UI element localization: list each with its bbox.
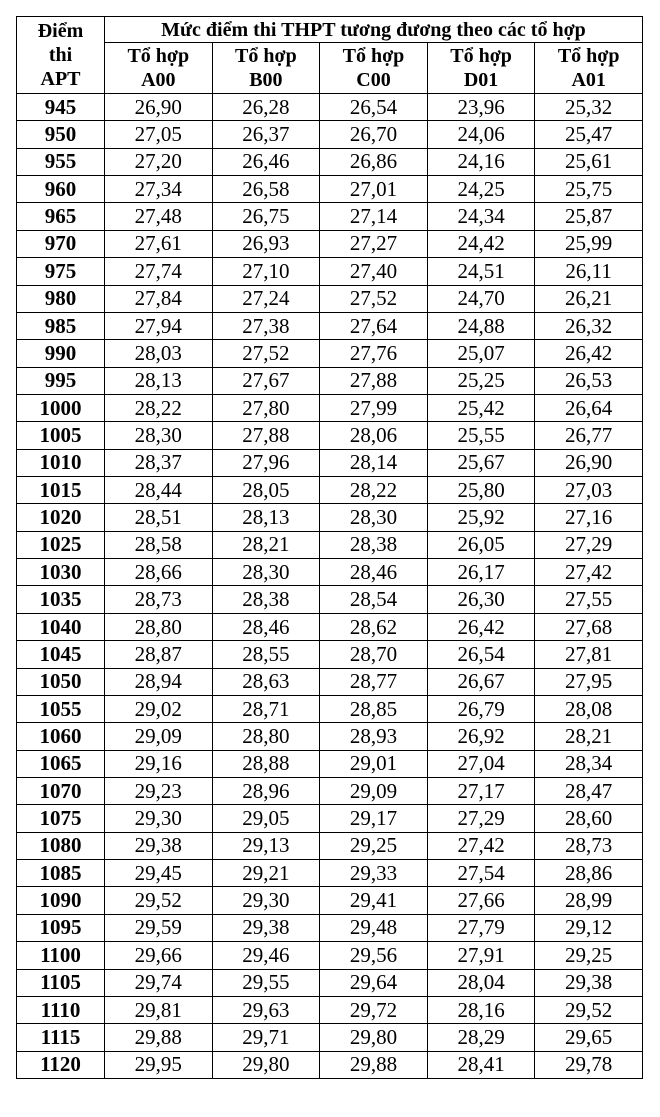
equivalent-score-cell: 29,30 [212, 887, 320, 914]
equivalent-score-cell: 28,73 [105, 586, 213, 613]
equivalent-score-cell: 29,56 [320, 942, 428, 969]
equivalent-score-cell: 27,99 [320, 394, 428, 421]
apt-score-cell: 985 [17, 312, 105, 339]
apt-score-cell: 1005 [17, 422, 105, 449]
table-row [17, 312, 643, 339]
equivalent-score-cell: 27,66 [427, 887, 535, 914]
table-row [17, 887, 643, 914]
equivalent-score-cell: 27,64 [320, 312, 428, 339]
equivalent-score-cell: 27,80 [212, 394, 320, 421]
equivalent-score-cell: 27,05 [105, 121, 213, 148]
equivalent-score-cell: 28,21 [212, 531, 320, 558]
table-row [17, 531, 643, 558]
equivalent-score-cell: 27,79 [427, 914, 535, 941]
table-row [17, 367, 643, 394]
equivalent-score-cell: 29,88 [320, 1051, 428, 1078]
table-row [17, 613, 643, 640]
apt-score-cell: 1110 [17, 996, 105, 1023]
equivalent-score-cell: 25,55 [427, 422, 535, 449]
equivalent-score-cell: 29,01 [320, 750, 428, 777]
equivalent-score-cell: 27,61 [105, 230, 213, 257]
table-row [17, 641, 643, 668]
equivalent-score-cell: 24,51 [427, 258, 535, 285]
table-row [17, 969, 643, 996]
table-row [17, 285, 643, 312]
equivalent-score-cell: 25,80 [427, 477, 535, 504]
equivalent-score-cell: 29,13 [212, 832, 320, 859]
table-row [17, 477, 643, 504]
equivalent-score-cell: 27,14 [320, 203, 428, 230]
equivalent-score-cell: 27,42 [427, 832, 535, 859]
equivalent-score-cell: 29,25 [320, 832, 428, 859]
equivalent-score-cell: 29,09 [105, 723, 213, 750]
equivalent-score-cell: 29,38 [535, 969, 643, 996]
apt-score-cell: 945 [17, 94, 105, 121]
equivalent-score-cell: 29,09 [320, 777, 428, 804]
equivalent-score-cell: 28,93 [320, 723, 428, 750]
equivalent-score-cell: 29,80 [320, 1024, 428, 1051]
equivalent-score-cell: 28,63 [212, 668, 320, 695]
equivalent-score-cell: 25,07 [427, 340, 535, 367]
equivalent-score-cell: 26,75 [212, 203, 320, 230]
equivalent-score-cell: 29,48 [320, 914, 428, 941]
equivalent-score-cell: 28,41 [427, 1051, 535, 1078]
apt-score-cell: 1065 [17, 750, 105, 777]
equivalent-score-cell: 29,38 [212, 914, 320, 941]
equivalent-score-cell: 23,96 [427, 94, 535, 121]
equivalent-score-cell: 26,86 [320, 148, 428, 175]
equivalent-score-cell: 29,21 [212, 860, 320, 887]
equivalent-score-cell: 28,70 [320, 641, 428, 668]
header-combo-a01 [535, 43, 643, 94]
apt-score-cell: 1030 [17, 559, 105, 586]
equivalent-score-cell: 28,80 [212, 723, 320, 750]
table-row [17, 695, 643, 722]
apt-score-cell: 1015 [17, 477, 105, 504]
equivalent-score-cell: 27,91 [427, 942, 535, 969]
equivalent-score-cell: 28,14 [320, 449, 428, 476]
equivalent-score-cell: 26,28 [212, 94, 320, 121]
equivalent-score-cell: 26,67 [427, 668, 535, 695]
equivalent-score-cell: 27,94 [105, 312, 213, 339]
apt-score-cell: 1100 [17, 942, 105, 969]
table-row [17, 148, 643, 175]
apt-score-cell: 1095 [17, 914, 105, 941]
equivalent-score-cell: 26,90 [535, 449, 643, 476]
equivalent-score-cell: 27,52 [212, 340, 320, 367]
equivalent-score-cell: 27,88 [320, 367, 428, 394]
equivalent-score-cell: 26,92 [427, 723, 535, 750]
equivalent-score-cell: 27,16 [535, 504, 643, 531]
equivalent-score-cell: 24,06 [427, 121, 535, 148]
apt-score-cell: 1120 [17, 1051, 105, 1078]
header-apt-line-3: APT [40, 68, 81, 90]
equivalent-score-cell: 27,20 [105, 148, 213, 175]
equivalent-score-cell: 25,61 [535, 148, 643, 175]
equivalent-score-cell: 28,29 [427, 1024, 535, 1051]
equivalent-score-cell: 28,06 [320, 422, 428, 449]
header-apt-line-1: Điểm [37, 20, 84, 42]
apt-score-cell: 1075 [17, 805, 105, 832]
table-body [17, 94, 643, 1079]
equivalent-score-cell: 24,34 [427, 203, 535, 230]
equivalent-score-cell: 27,76 [320, 340, 428, 367]
equivalent-score-cell: 25,32 [535, 94, 643, 121]
equivalent-score-cell: 29,33 [320, 860, 428, 887]
header-combo-label: Tổ hợp [235, 45, 297, 67]
equivalent-score-cell: 28,58 [105, 531, 213, 558]
equivalent-score-cell: 28,47 [535, 777, 643, 804]
apt-score-cell: 980 [17, 285, 105, 312]
equivalent-score-cell: 26,77 [535, 422, 643, 449]
equivalent-score-cell: 27,03 [535, 477, 643, 504]
equivalent-score-cell: 29,41 [320, 887, 428, 914]
equivalent-score-cell: 28,54 [320, 586, 428, 613]
table-row [17, 94, 643, 121]
equivalent-score-cell: 28,08 [535, 695, 643, 722]
equivalent-score-cell: 26,42 [535, 340, 643, 367]
apt-score-cell: 1055 [17, 695, 105, 722]
equivalent-score-cell: 24,70 [427, 285, 535, 312]
apt-score-cell: 1000 [17, 394, 105, 421]
equivalent-score-cell: 29,23 [105, 777, 213, 804]
equivalent-score-cell: 27,17 [427, 777, 535, 804]
table-row [17, 750, 643, 777]
apt-score-cell: 965 [17, 203, 105, 230]
equivalent-score-cell: 28,13 [105, 367, 213, 394]
equivalent-score-cell: 26,17 [427, 559, 535, 586]
equivalent-score-cell: 26,42 [427, 613, 535, 640]
equivalent-score-cell: 25,67 [427, 449, 535, 476]
equivalent-score-cell: 29,81 [105, 996, 213, 1023]
equivalent-score-cell: 28,96 [212, 777, 320, 804]
equivalent-score-cell: 29,66 [105, 942, 213, 969]
table-row [17, 394, 643, 421]
apt-score-cell: 1040 [17, 613, 105, 640]
equivalent-score-cell: 28,80 [105, 613, 213, 640]
equivalent-score-cell: 25,75 [535, 176, 643, 203]
equivalent-score-cell: 28,16 [427, 996, 535, 1023]
table-row [17, 805, 643, 832]
apt-score-cell: 970 [17, 230, 105, 257]
equivalent-score-cell: 26,90 [105, 94, 213, 121]
equivalent-score-cell: 27,67 [212, 367, 320, 394]
equivalent-score-cell: 26,05 [427, 531, 535, 558]
equivalent-score-cell: 29,63 [212, 996, 320, 1023]
equivalent-score-cell: 29,25 [535, 942, 643, 969]
header-combo-d01 [427, 43, 535, 94]
equivalent-score-cell: 29,52 [535, 996, 643, 1023]
apt-score-cell: 1025 [17, 531, 105, 558]
table-row [17, 230, 643, 257]
table-row [17, 777, 643, 804]
equivalent-score-cell: 25,87 [535, 203, 643, 230]
equivalent-score-cell: 27,40 [320, 258, 428, 285]
equivalent-score-cell: 28,85 [320, 695, 428, 722]
equivalent-score-cell: 26,30 [427, 586, 535, 613]
equivalent-score-cell: 28,99 [535, 887, 643, 914]
equivalent-score-cell: 29,46 [212, 942, 320, 969]
header-combo-label: Tổ hợp [557, 45, 620, 67]
apt-score-cell: 950 [17, 121, 105, 148]
equivalent-score-cell: 27,81 [535, 641, 643, 668]
equivalent-score-cell: 28,22 [105, 394, 213, 421]
equivalent-score-cell: 29,17 [320, 805, 428, 832]
apt-score-cell: 995 [17, 367, 105, 394]
equivalent-score-cell: 26,54 [427, 641, 535, 668]
header-combo-code: A00 [141, 69, 176, 91]
equivalent-score-cell: 28,60 [535, 805, 643, 832]
equivalent-score-cell: 26,54 [320, 94, 428, 121]
equivalent-score-cell: 24,88 [427, 312, 535, 339]
table-row [17, 942, 643, 969]
equivalent-score-cell: 24,42 [427, 230, 535, 257]
equivalent-score-cell: 26,58 [212, 176, 320, 203]
equivalent-score-cell: 27,38 [212, 312, 320, 339]
apt-score-cell: 1020 [17, 504, 105, 531]
equivalent-score-cell: 28,38 [320, 531, 428, 558]
header-apt-line-2: thi [48, 44, 73, 66]
equivalent-score-cell: 25,99 [535, 230, 643, 257]
table-row [17, 121, 643, 148]
equivalent-score-cell: 28,62 [320, 613, 428, 640]
apt-score-cell: 1010 [17, 449, 105, 476]
table-row [17, 1051, 643, 1078]
equivalent-score-cell: 27,52 [320, 285, 428, 312]
header-combo-label: Tổ hợp [127, 45, 190, 67]
apt-score-cell: 1090 [17, 887, 105, 914]
equivalent-score-cell: 28,21 [535, 723, 643, 750]
equivalent-score-cell: 27,96 [212, 449, 320, 476]
header-combo-code: A01 [571, 69, 606, 91]
equivalent-score-cell: 27,10 [212, 258, 320, 285]
table-row [17, 258, 643, 285]
equivalent-score-cell: 29,72 [320, 996, 428, 1023]
header-combo-code: B00 [249, 69, 283, 91]
equivalent-score-cell: 26,93 [212, 230, 320, 257]
table-row [17, 340, 643, 367]
equivalent-score-cell: 28,13 [212, 504, 320, 531]
table-row [17, 914, 643, 941]
table-row [17, 504, 643, 531]
equivalent-score-cell: 29,74 [105, 969, 213, 996]
apt-score-cell: 1050 [17, 668, 105, 695]
equivalent-score-cell: 27,54 [427, 860, 535, 887]
equivalent-score-cell: 29,38 [105, 832, 213, 859]
equivalent-score-cell: 28,86 [535, 860, 643, 887]
equivalent-score-cell: 27,84 [105, 285, 213, 312]
score-conversion-table [16, 16, 643, 1079]
apt-score-cell: 1060 [17, 723, 105, 750]
table-row [17, 176, 643, 203]
equivalent-score-cell: 28,46 [320, 559, 428, 586]
apt-score-cell: 975 [17, 258, 105, 285]
table-row [17, 723, 643, 750]
equivalent-score-cell: 24,16 [427, 148, 535, 175]
equivalent-score-cell: 27,24 [212, 285, 320, 312]
equivalent-score-cell: 28,30 [212, 559, 320, 586]
table-row [17, 449, 643, 476]
apt-score-cell: 990 [17, 340, 105, 367]
header-combo-label: Tổ hợp [450, 45, 512, 67]
equivalent-score-cell: 27,55 [535, 586, 643, 613]
equivalent-score-cell: 27,68 [535, 613, 643, 640]
header-combo-c00 [320, 43, 428, 94]
equivalent-score-cell: 26,11 [535, 258, 643, 285]
equivalent-score-cell: 27,29 [427, 805, 535, 832]
table-row [17, 203, 643, 230]
header-group-title: Mức điểm thi THPT tương đương theo các tổ hợp [105, 17, 643, 43]
table-row [17, 860, 643, 887]
equivalent-score-cell: 28,55 [212, 641, 320, 668]
apt-score-cell: 1070 [17, 777, 105, 804]
equivalent-score-cell: 27,29 [535, 531, 643, 558]
apt-score-cell: 955 [17, 148, 105, 175]
header-combo-code: C00 [356, 69, 391, 91]
equivalent-score-cell: 26,70 [320, 121, 428, 148]
equivalent-score-cell: 27,42 [535, 559, 643, 586]
equivalent-score-cell: 26,37 [212, 121, 320, 148]
equivalent-score-cell: 29,16 [105, 750, 213, 777]
apt-score-cell: 1105 [17, 969, 105, 996]
equivalent-score-cell: 29,45 [105, 860, 213, 887]
apt-score-cell: 1085 [17, 860, 105, 887]
equivalent-score-cell: 28,04 [427, 969, 535, 996]
equivalent-score-cell: 26,32 [535, 312, 643, 339]
equivalent-score-cell: 28,87 [105, 641, 213, 668]
equivalent-score-cell: 29,30 [105, 805, 213, 832]
equivalent-score-cell: 26,46 [212, 148, 320, 175]
equivalent-score-cell: 28,77 [320, 668, 428, 695]
equivalent-score-cell: 25,47 [535, 121, 643, 148]
equivalent-score-cell: 28,71 [212, 695, 320, 722]
equivalent-score-cell: 28,73 [535, 832, 643, 859]
equivalent-score-cell: 28,30 [105, 422, 213, 449]
equivalent-score-cell: 28,51 [105, 504, 213, 531]
equivalent-score-cell: 28,03 [105, 340, 213, 367]
equivalent-score-cell: 27,95 [535, 668, 643, 695]
equivalent-score-cell: 27,34 [105, 176, 213, 203]
equivalent-score-cell: 27,74 [105, 258, 213, 285]
equivalent-score-cell: 24,25 [427, 176, 535, 203]
equivalent-score-cell: 29,55 [212, 969, 320, 996]
equivalent-score-cell: 28,66 [105, 559, 213, 586]
equivalent-score-cell: 28,37 [105, 449, 213, 476]
equivalent-score-cell: 27,04 [427, 750, 535, 777]
equivalent-score-cell: 29,59 [105, 914, 213, 941]
equivalent-score-cell: 29,02 [105, 695, 213, 722]
equivalent-score-cell: 29,95 [105, 1051, 213, 1078]
equivalent-score-cell: 26,79 [427, 695, 535, 722]
apt-score-cell: 1115 [17, 1024, 105, 1051]
apt-score-cell: 1045 [17, 641, 105, 668]
equivalent-score-cell: 27,48 [105, 203, 213, 230]
equivalent-score-cell: 27,01 [320, 176, 428, 203]
equivalent-score-cell: 29,65 [535, 1024, 643, 1051]
equivalent-score-cell: 29,78 [535, 1051, 643, 1078]
equivalent-score-cell: 25,92 [427, 504, 535, 531]
table-row [17, 996, 643, 1023]
header-combo-label: Tổ hợp [342, 45, 405, 67]
table-header [17, 17, 643, 94]
equivalent-score-cell: 28,46 [212, 613, 320, 640]
equivalent-score-cell: 29,05 [212, 805, 320, 832]
equivalent-score-cell: 28,34 [535, 750, 643, 777]
equivalent-score-cell: 29,52 [105, 887, 213, 914]
equivalent-score-cell: 26,64 [535, 394, 643, 421]
equivalent-score-cell: 28,94 [105, 668, 213, 695]
equivalent-score-cell: 29,71 [212, 1024, 320, 1051]
table-row [17, 1024, 643, 1051]
header-combo-code: D01 [463, 69, 499, 91]
equivalent-score-cell: 28,22 [320, 477, 428, 504]
equivalent-score-cell: 29,64 [320, 969, 428, 996]
equivalent-score-cell: 26,21 [535, 285, 643, 312]
equivalent-score-cell: 28,88 [212, 750, 320, 777]
apt-score-cell: 1080 [17, 832, 105, 859]
apt-score-cell: 960 [17, 176, 105, 203]
table-row [17, 559, 643, 586]
equivalent-score-cell: 25,25 [427, 367, 535, 394]
header-apt-score [17, 17, 105, 94]
equivalent-score-cell: 29,12 [535, 914, 643, 941]
equivalent-score-cell: 27,27 [320, 230, 428, 257]
equivalent-score-cell: 27,88 [212, 422, 320, 449]
equivalent-score-cell: 28,44 [105, 477, 213, 504]
header-combo-b00 [212, 43, 320, 94]
equivalent-score-cell: 28,30 [320, 504, 428, 531]
equivalent-score-cell: 25,42 [427, 394, 535, 421]
table-row [17, 422, 643, 449]
header-combo-a00 [105, 43, 213, 94]
apt-score-cell: 1035 [17, 586, 105, 613]
equivalent-score-cell: 28,38 [212, 586, 320, 613]
table-row [17, 832, 643, 859]
table-row [17, 668, 643, 695]
equivalent-score-cell: 26,53 [535, 367, 643, 394]
score-conversion-table-wrapper [16, 16, 643, 1079]
equivalent-score-cell: 29,80 [212, 1051, 320, 1078]
equivalent-score-cell: 29,88 [105, 1024, 213, 1051]
equivalent-score-cell: 28,05 [212, 477, 320, 504]
table-row [17, 586, 643, 613]
